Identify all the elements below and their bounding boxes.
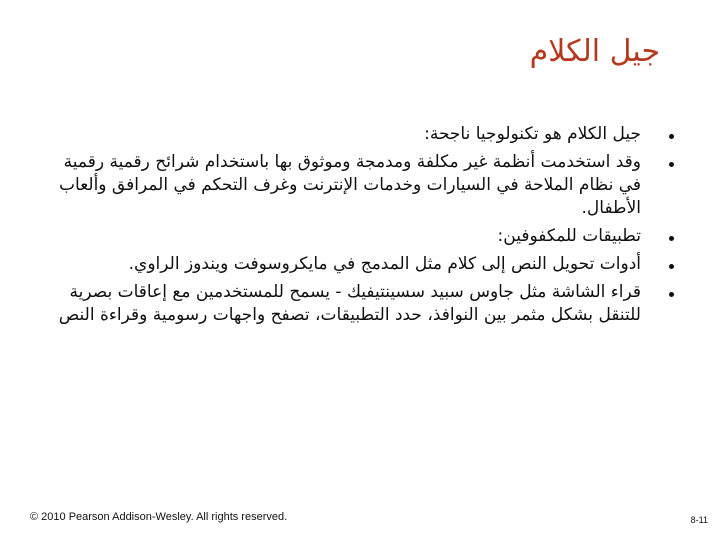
bullet-item xyxy=(40,253,674,276)
bullet-dot-icon xyxy=(669,134,674,139)
bullet-dot-icon xyxy=(669,162,674,167)
bullet-dot-icon xyxy=(669,292,674,297)
slide-title: جيل الكلام xyxy=(529,34,660,69)
copyright-footer: © 2010 Pearson Addison-Wesley. All rights reserved. xyxy=(30,511,288,523)
bullet-dot-icon xyxy=(669,236,674,241)
bullet-list xyxy=(40,123,674,332)
bullet-text: قراء الشاشة مثل جاوس سبيد سسينتيفيك - يسمح للمستخدمين مع إعاقات بصرية للتنقل بشكل مثمر بين النوافذ، حدد التطبيقات، تصفح واجهات رسومية وقراءة النص xyxy=(58,282,641,325)
bullet-text: جيل الكلام هو تكنولوجيا ناجحة: xyxy=(424,124,641,144)
bullet-text: تطبيقات للمكفوفين: xyxy=(497,226,641,246)
page-number: 8-11 xyxy=(690,515,708,525)
bullet-item xyxy=(40,151,674,220)
bullet-item xyxy=(40,225,674,248)
bullet-text: وقد استخدمت أنظمة غير مكلفة ومدمجة وموثوق بها باستخدام شرائح رقمية رقمية في نظام الملاحة في السيارات وخدمات الإنترنت وغرف التحكم في المرافق وألعاب الأطفال. xyxy=(59,152,641,218)
bullet-item xyxy=(40,123,674,146)
bullet-dot-icon xyxy=(669,264,674,269)
bullet-item xyxy=(40,281,674,327)
bullet-text: أدوات تحويل النص إلى كلام مثل المدمج في مايكروسوفت ويندوز الراوي. xyxy=(128,254,641,274)
